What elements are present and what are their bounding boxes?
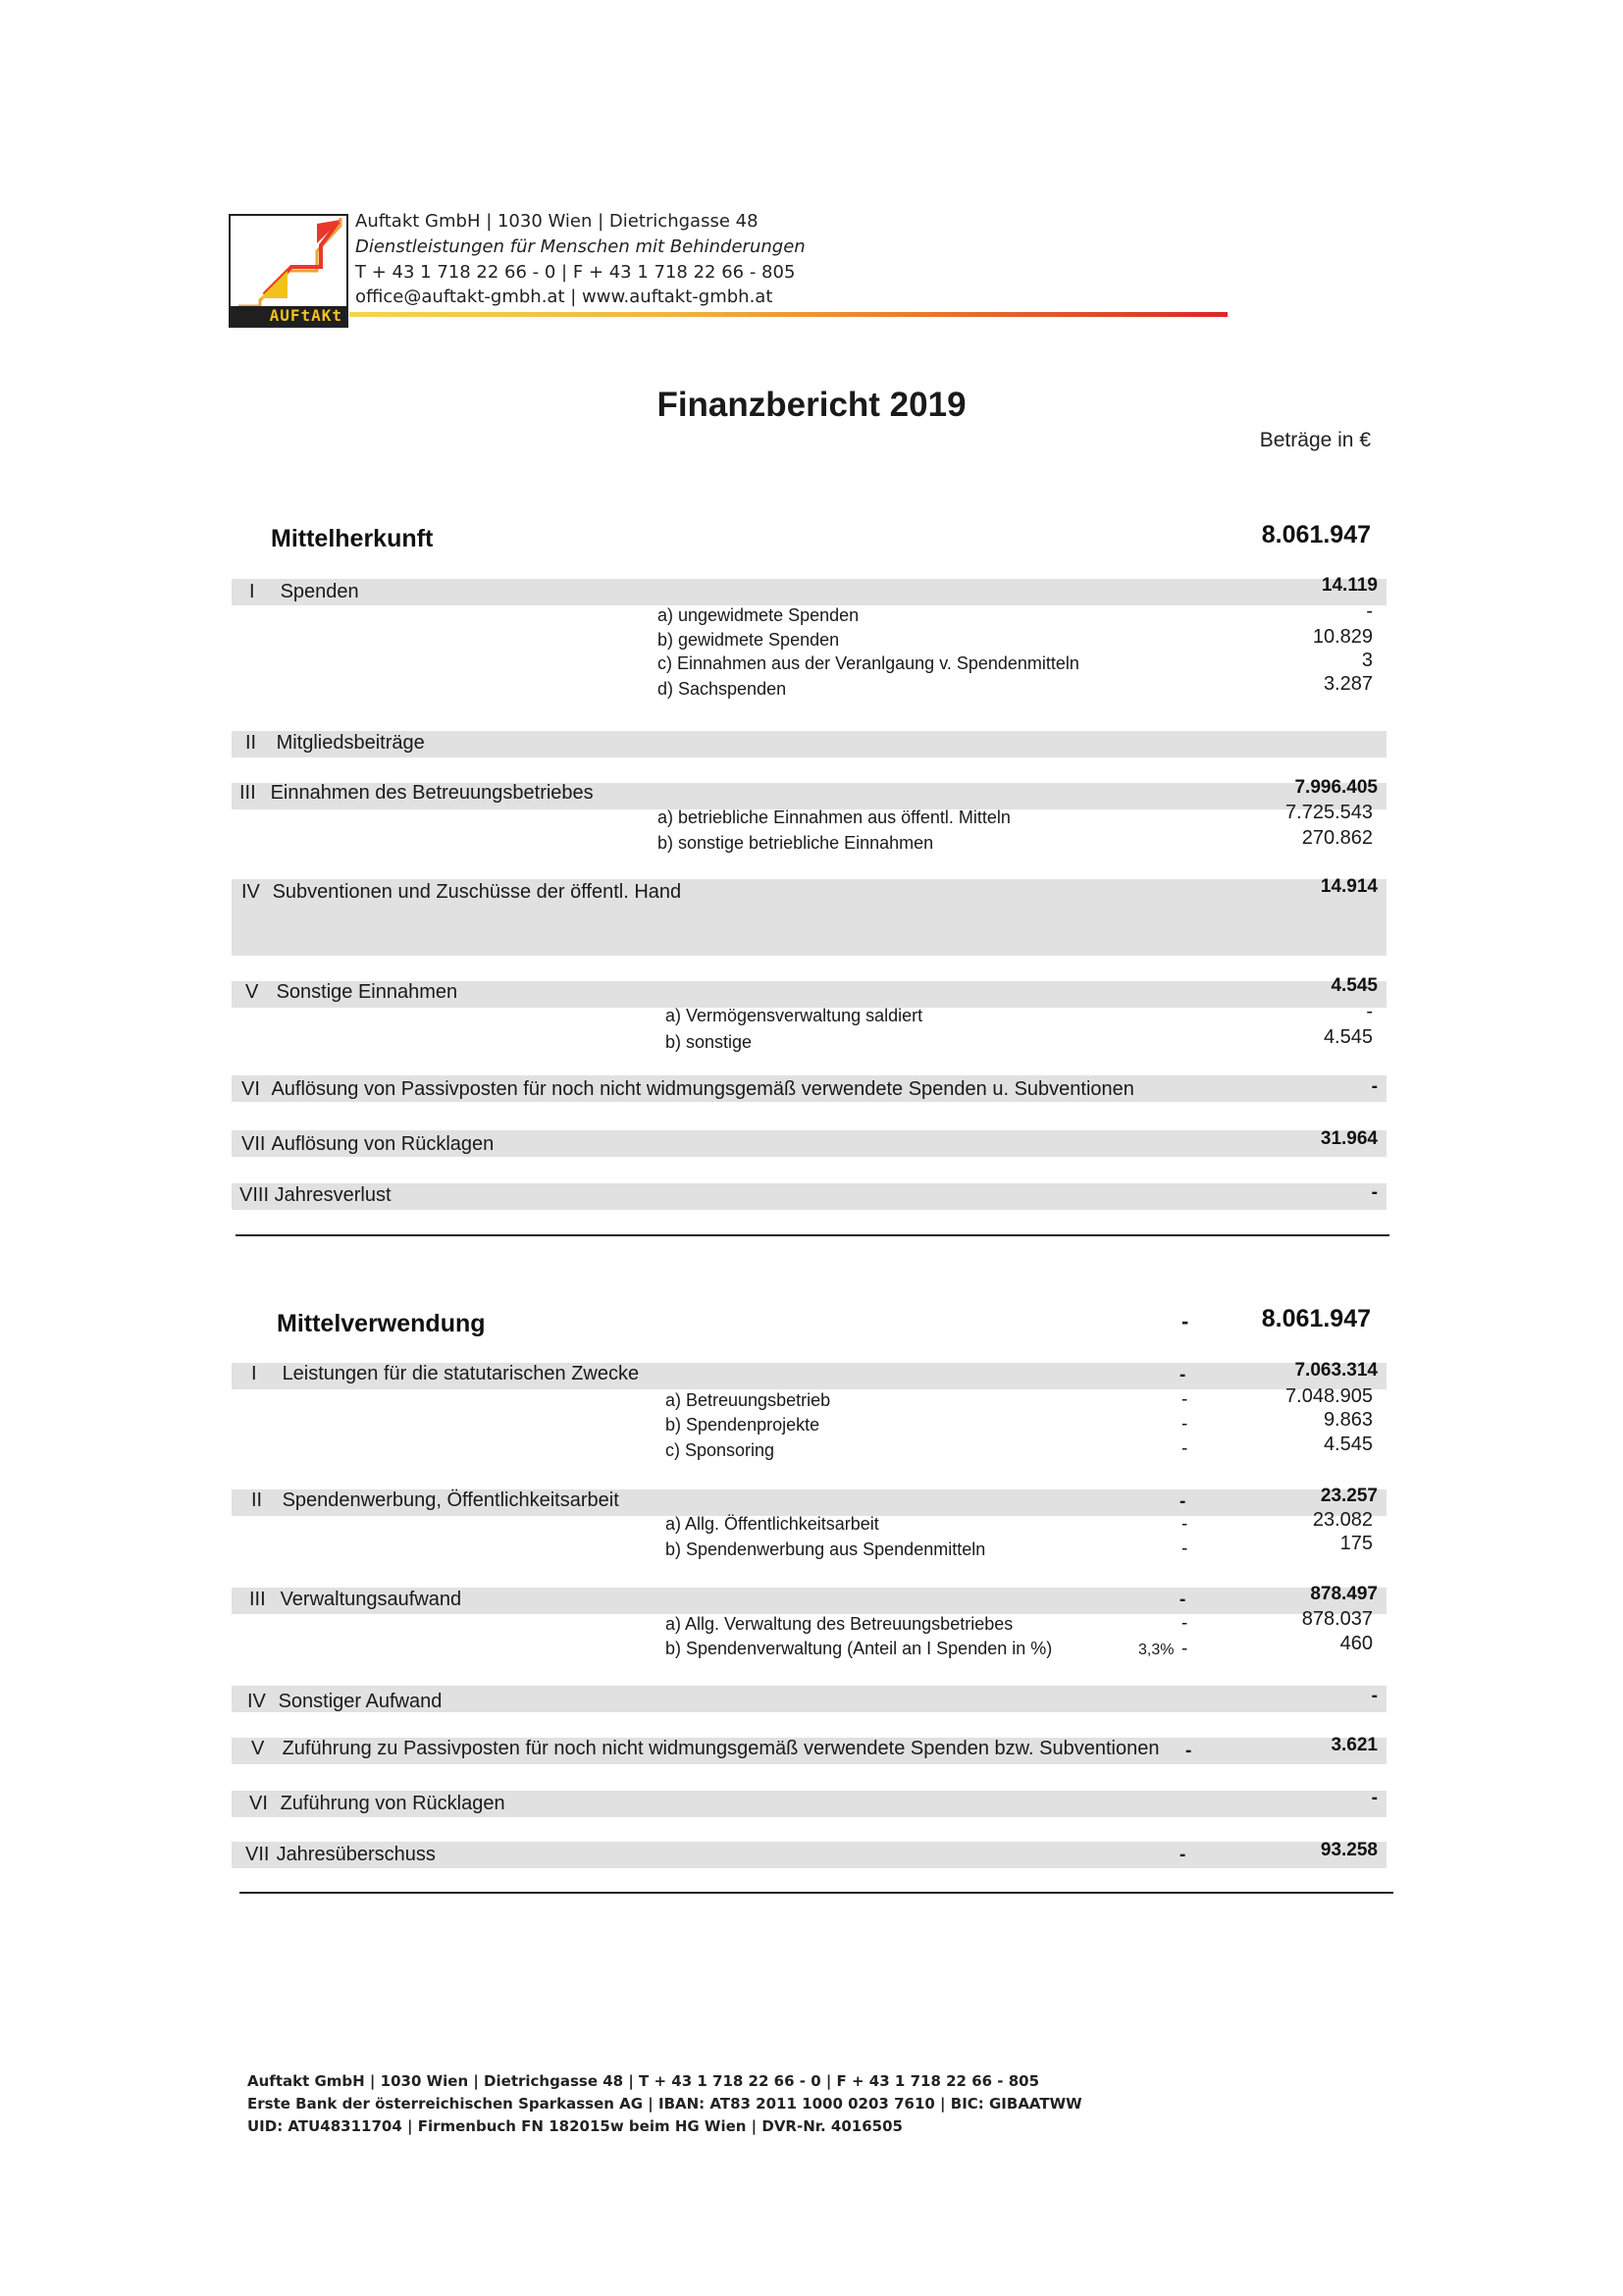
sub-row-value: 3 (1361, 650, 1373, 671)
row-label: I Spenden (249, 581, 359, 602)
letterhead-tagline: Dienstleistungen für Menschen mit Behinderungen (355, 236, 806, 257)
row-dash: - (1179, 1845, 1186, 1865)
row-value: 7.996.405 (1294, 777, 1378, 798)
sub-row-value: 175 (1339, 1533, 1373, 1554)
row-value: 878.497 (1310, 1584, 1378, 1604)
row-label: III Einnahmen des Betreuungsbetriebes (239, 782, 594, 804)
row-value: 3.621 (1331, 1735, 1378, 1755)
row-label: VII Auflösung von Rücklagen (241, 1133, 495, 1155)
row-label: VII Jahresüberschuss (245, 1844, 436, 1865)
sub-row-dash: - (1181, 1514, 1188, 1535)
sub-row-value: 878.037 (1301, 1608, 1373, 1630)
row-label: V Sonstige Einnahmen (245, 981, 458, 1003)
sub-row-label: c) Sponsoring (665, 1440, 775, 1460)
row-label: VI Zuführung von Rücklagen (249, 1793, 505, 1814)
row-value: - (1371, 1686, 1378, 1706)
sub-row-label: b) gewidmete Spenden (657, 630, 840, 650)
section-total-mittelherkunft: 8.061.947 (1261, 521, 1371, 548)
sub-row-label: a) Allg. Verwaltung des Betreuungsbetriebes (665, 1614, 1014, 1634)
letterhead-phone: T + 43 1 718 22 66 - 0 | F + 43 1 718 22 66 - 805 (355, 262, 796, 283)
sub-row-label: a) Betreuungsbetrieb (665, 1390, 831, 1410)
letterhead-rule (349, 312, 1228, 317)
sub-row-label: b) Spendenverwaltung (Anteil an I Spenden in %) (665, 1639, 1053, 1658)
row-value: 7.063.314 (1294, 1360, 1378, 1381)
row-label: II Spendenwerbung, Öffentlichkeitsarbeit (251, 1489, 619, 1511)
section-total-dash: - (1181, 1309, 1189, 1333)
row-value: - (1371, 1076, 1378, 1097)
row-value: 93.258 (1320, 1840, 1378, 1860)
section-divider (236, 1234, 1389, 1236)
currency-note: Beträge in € (1259, 429, 1371, 451)
percentage-value: 3,3% (1138, 1642, 1175, 1658)
row-dash: - (1185, 1741, 1192, 1761)
sub-row-dash: - (1181, 1438, 1188, 1459)
row-label: VIII Jahresverlust (239, 1184, 392, 1206)
sub-row-value: 4.545 (1323, 1434, 1373, 1455)
section-title-mittelherkunft: Mittelherkunft (271, 525, 434, 552)
row-value: 14.119 (1321, 575, 1378, 596)
section-total-mittelverwendung: 8.061.947 (1261, 1305, 1371, 1332)
row-label: VI Auflösung von Passivposten für noch nicht widmungsgemäß verwendete Spenden u. Subventionen (241, 1078, 1134, 1100)
footer-address: Auftakt GmbH | 1030 Wien | Dietrichgasse 48 | T + 43 1 718 22 66 - 0 | F + 43 1 718 22 66 - 805 (247, 2072, 1040, 2090)
row-label: IV Subventionen und Zuschüsse der öffentl. Hand (241, 881, 682, 903)
sub-row-label: a) ungewidmete Spenden (657, 605, 860, 625)
sub-row-label: a) Vermögensverwaltung saldiert (665, 1006, 923, 1025)
row-label: II Mitgliedsbeiträge (245, 732, 425, 754)
sub-row-value: 23.082 (1312, 1509, 1373, 1531)
sub-row-label: d) Sachspenden (657, 679, 787, 699)
sub-row-value: 270.862 (1301, 827, 1373, 849)
footer-registry: UID: ATU48311704 | Firmenbuch FN 182015w beim HG Wien | DVR-Nr. 4016505 (247, 2117, 903, 2135)
page-title: Finanzbericht 2019 (656, 386, 967, 424)
sub-row-value: 7.725.543 (1285, 802, 1373, 823)
section-divider (239, 1892, 1393, 1894)
sub-row-value: 3.287 (1323, 673, 1373, 695)
sub-row-value: - (1366, 1001, 1373, 1022)
row-value: 14.914 (1320, 876, 1378, 897)
logo-wordmark: AUFtAKt (231, 306, 346, 326)
row-band (232, 579, 1387, 605)
sub-row-label: c) Einnahmen aus der Veranlgaung v. Spendenmitteln (657, 653, 1079, 673)
row-label: IV Sonstiger Aufwand (247, 1691, 443, 1712)
sub-row-label: b) Spendenwerbung aus Spendenmitteln (665, 1539, 986, 1559)
sub-row-dash: - (1181, 1414, 1188, 1435)
row-value: - (1371, 1182, 1378, 1203)
row-dash: - (1179, 1491, 1186, 1512)
sub-row-value: 4.545 (1323, 1026, 1373, 1048)
sub-row-value: 460 (1339, 1633, 1373, 1654)
sub-row-label: b) Spendenprojekte (665, 1415, 820, 1435)
row-dash: - (1179, 1365, 1186, 1385)
company-logo (229, 214, 348, 328)
row-value: 23.257 (1320, 1486, 1378, 1506)
section-title-mittelverwendung: Mittelverwendung (277, 1310, 486, 1337)
row-label: I Leistungen für die statutarischen Zwecke (251, 1363, 640, 1384)
row-band (232, 1183, 1387, 1210)
row-value: 31.964 (1320, 1128, 1378, 1149)
sub-row-label: b) sonstige betriebliche Einnahmen (657, 833, 934, 853)
sub-row-value: - (1366, 600, 1373, 622)
sub-row-value: 9.863 (1323, 1409, 1373, 1431)
row-value: - (1371, 1788, 1378, 1808)
sub-row-label: a) betriebliche Einnahmen aus öffentl. Mitteln (657, 808, 1011, 827)
sub-row-dash: - (1181, 1613, 1188, 1634)
sub-row-value: 10.829 (1312, 626, 1373, 648)
letterhead-address: Auftakt GmbH | 1030 Wien | Dietrichgasse 48 (355, 211, 759, 232)
row-value: 4.545 (1331, 975, 1378, 996)
sub-row-value: 7.048.905 (1285, 1385, 1373, 1407)
footer-bank: Erste Bank der österreichischen Sparkassen AG | IBAN: AT83 2011 1000 0203 7610 | BIC: GIBAATWW (247, 2095, 1082, 2113)
sub-row-label: b) sonstige (665, 1032, 753, 1052)
letterhead-contact: office@auftakt-gmbh.at | www.auftakt-gmbh.at (355, 287, 773, 307)
sub-row-label: a) Allg. Öffentlichkeitsarbeit (665, 1514, 879, 1534)
row-label: V Zuführung zu Passivposten für noch nicht widmungsgemäß verwendete Spenden bzw. Subventionen (251, 1738, 1160, 1759)
row-dash: - (1179, 1590, 1186, 1610)
sub-row-dash: - (1181, 1639, 1188, 1659)
row-label: III Verwaltungsaufwand (249, 1589, 462, 1610)
sub-row-dash: - (1181, 1539, 1188, 1559)
sub-row-dash: - (1181, 1389, 1188, 1410)
